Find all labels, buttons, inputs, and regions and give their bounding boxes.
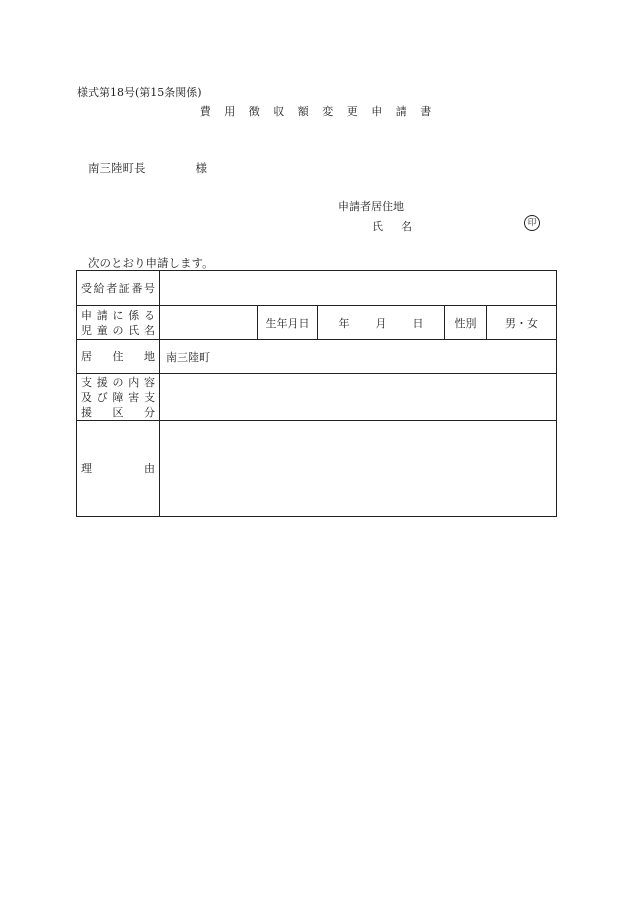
addressee xyxy=(88,160,207,176)
recipient-cert-field[interactable] xyxy=(160,271,557,306)
residence-label: 居住地 xyxy=(77,340,160,374)
seal-mark: 印 xyxy=(524,215,540,231)
table-row xyxy=(77,306,557,340)
reason-label: 理由 xyxy=(77,421,160,517)
child-name-label-line1: 申請に係る xyxy=(81,308,155,322)
support-label xyxy=(77,374,160,421)
document-title: 費 用 徴 収 額 変 更 申 請 書 xyxy=(199,105,437,118)
intro-text: 次のとおり申請します。 xyxy=(88,256,214,270)
application-form-table xyxy=(76,270,557,517)
applicant-address-label: 申請者居住地 xyxy=(338,200,404,213)
support-label-line3: 援区分 xyxy=(81,405,155,419)
table-row xyxy=(77,374,557,421)
form-number: 様式第18号(第15条関係) xyxy=(77,86,202,99)
gender-options[interactable]: 男・女 xyxy=(487,306,557,340)
applicant-name-label xyxy=(372,218,412,234)
child-name-field[interactable] xyxy=(160,306,258,340)
table-row xyxy=(77,421,557,517)
birthdate-field[interactable] xyxy=(318,306,445,340)
gender-label: 性別 xyxy=(445,306,487,340)
support-label-line2: 及び障害支 xyxy=(81,390,155,404)
recipient-cert-label: 受給者証番号 xyxy=(77,271,160,306)
addressee-honorific: 様 xyxy=(195,161,207,175)
reason-field[interactable] xyxy=(160,421,557,517)
birthdate-month: 月 xyxy=(375,316,387,330)
birthdate-year: 年 xyxy=(338,316,350,330)
residence-field[interactable]: 南三陸町 xyxy=(160,340,557,374)
applicant-name-label-2: 名 xyxy=(401,220,412,233)
child-name-label xyxy=(77,306,160,340)
child-name-label-line2: 児童の氏名 xyxy=(81,323,155,337)
support-field[interactable] xyxy=(160,374,557,421)
applicant-name-label-1: 氏 xyxy=(372,220,383,233)
support-label-line1: 支援の内容 xyxy=(81,375,155,389)
table-row xyxy=(77,271,557,306)
table-row xyxy=(77,340,557,374)
addressee-name: 南三陸町長 xyxy=(88,161,146,175)
birthdate-day: 日 xyxy=(412,316,424,330)
birthdate-label: 生年月日 xyxy=(258,306,318,340)
